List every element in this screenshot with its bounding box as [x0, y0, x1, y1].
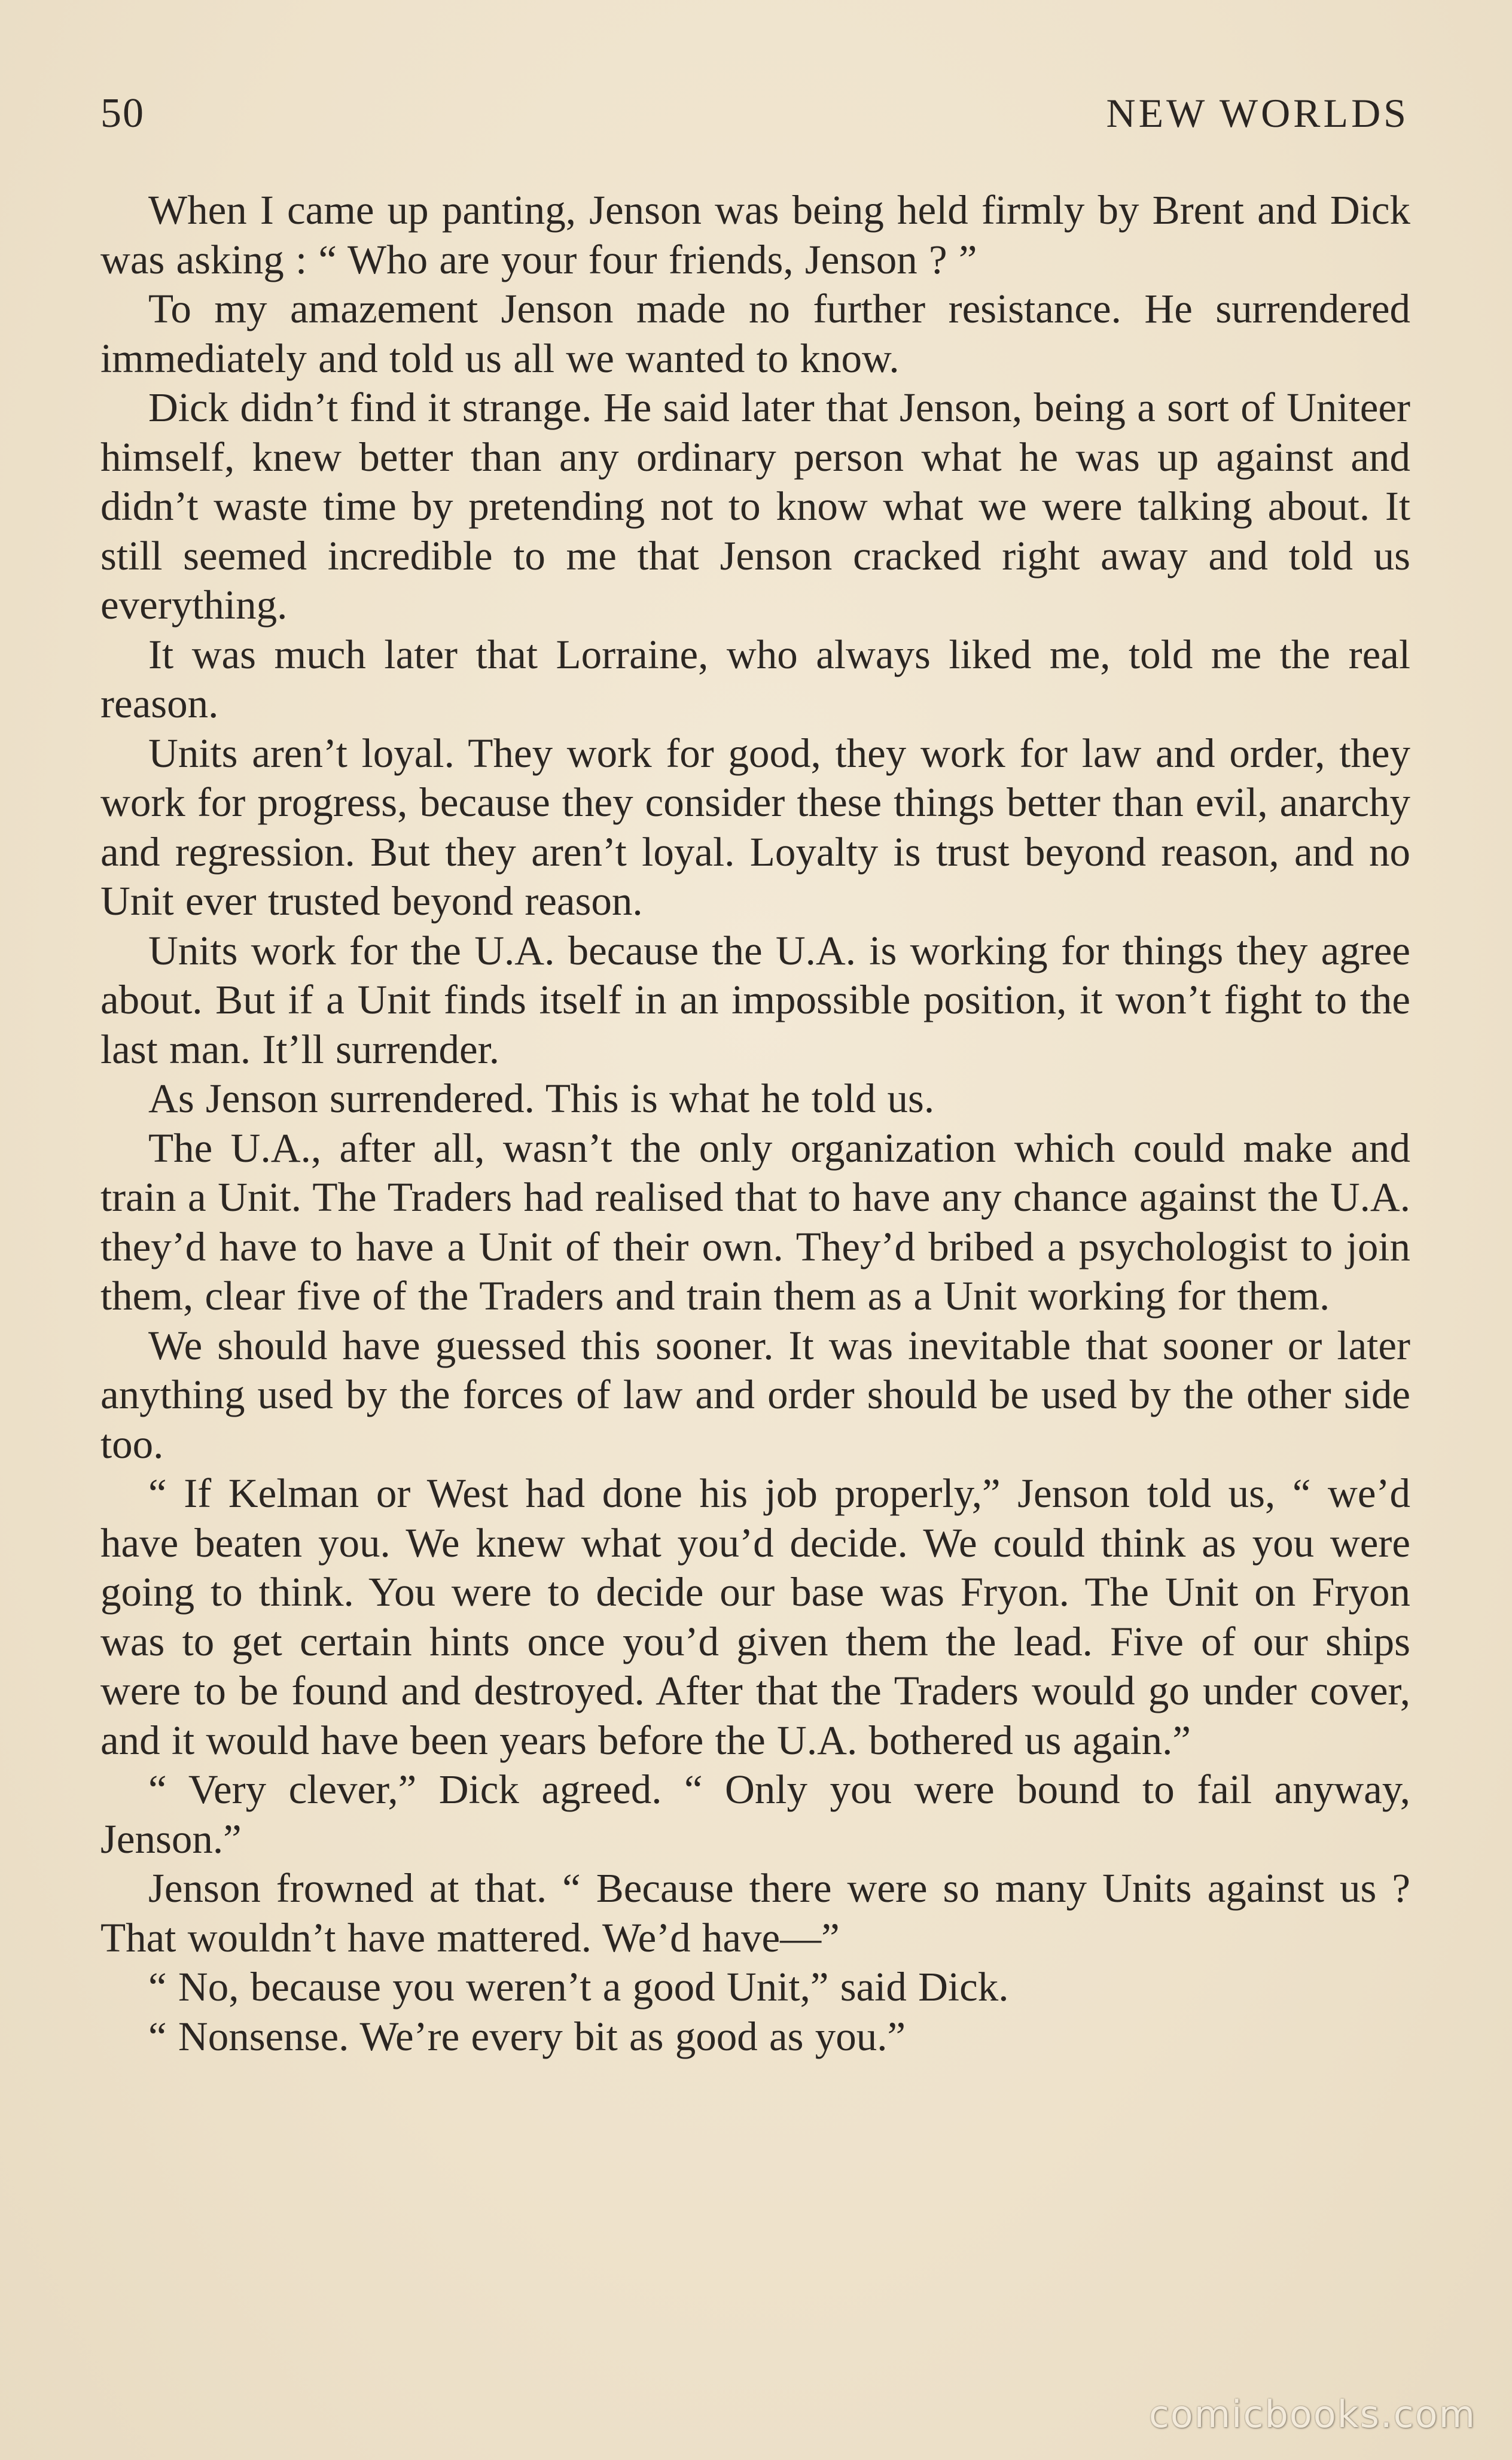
- paragraph: Units work for the U.A. because the U.A. is working for things they agree about. But if a Unit finds itself in an impossible position, it won’t fight to the last man. It’ll surrender.: [100, 927, 1410, 1072]
- paragraph: Units aren’t loyal. They work for good, they work for law and order, they work for progress, because they consider these things better than evil, anarchy and regression. But they aren’t loyal. Loyalty is trust beyond reason, and no Unit ever trusted beyond reason.: [100, 730, 1410, 924]
- paragraph: We should have guessed this sooner. It was inevitable that sooner or later anything used by the forces of law and order should be used by the other side too.: [100, 1322, 1410, 1467]
- paragraph: As Jenson surrendered. This is what he told us.: [148, 1076, 935, 1121]
- paragraph: Dick didn’t find it strange. He said later that Jenson, being a sort of Uniteer himself, knew better than any ordinary person what he was up against and didn’t waste time by pretending not to know what we were talking about. It still seemed incredible to me that Jenson cracked right away and told us everything.: [100, 385, 1410, 628]
- paragraph: “ No, because you weren’t a good Unit,” said Dick.: [148, 1964, 1009, 2010]
- paragraph: “ If Kelman or West had done his job properly,” Jenson told us, “ we’d have beaten you. We knew what you’d decide. We could think as you were going to think. You were to decide our base was Fryon. The Unit on Fryon was to get certain hints once you’d given them the lead. Five of our ships were to be found and destroyed. After that the Traders would go under cover, and it would have been years before the U.A. bothered us again.”: [100, 1470, 1410, 1763]
- page-number: 50: [100, 90, 145, 136]
- source-watermark: comicbooks.com: [1148, 2392, 1476, 2436]
- page-header: [100, 90, 1409, 150]
- paragraph: “ Very clever,” Dick agreed. “ Only you were bound to fail anyway, Jenson.”: [100, 1767, 1410, 1862]
- running-title: NEW WORLDS: [1106, 90, 1409, 136]
- paragraph: Jenson frowned at that. “ Because there were so many Units against us ? That wouldn’t have mattered. We’d have—”: [100, 1865, 1410, 1960]
- paragraph: When I came up panting, Jenson was being held firmly by Brent and Dick was asking : “ Who are your four friends, Jenson ? ”: [100, 187, 1410, 282]
- paragraph: To my amazement Jenson made no further resistance. He surrendered immediately and told us all we wanted to know.: [100, 286, 1410, 381]
- paragraph: The U.A., after all, wasn’t the only organization which could make and train a Unit. The Traders had realised that to have any chance against the U.A. they’d have to have a Unit of their own. They’d bribed a psychologist to join them, clear five of the Traders and train them as a Unit working for them.: [100, 1125, 1410, 1319]
- paragraph: “ Nonsense. We’re every bit as good as you.”: [148, 2013, 906, 2059]
- paragraph: It was much later that Lorraine, who always liked me, told me the real reason.: [100, 631, 1410, 726]
- body-text: [100, 185, 1410, 2061]
